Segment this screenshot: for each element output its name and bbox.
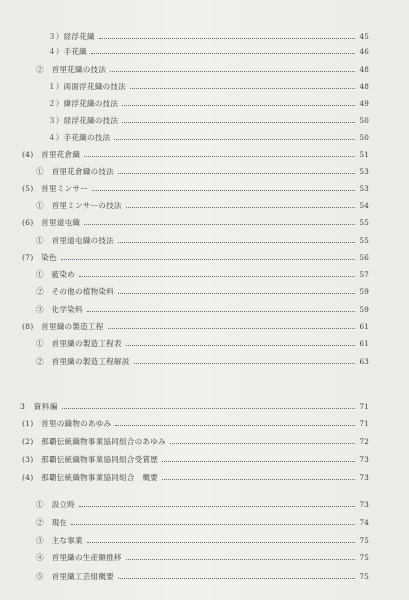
toc-entry	[48, 112, 369, 126]
toc-entry-label: ４）手花織の技法	[48, 133, 111, 142]
toc-entry	[36, 514, 369, 528]
toc-entry-page: 49	[359, 99, 369, 108]
dot-leader	[91, 53, 355, 54]
toc-entry-label: ② その他の植物染料	[36, 287, 114, 296]
dot-leader	[126, 207, 355, 208]
toc-entry-label: ３）経浮花織	[48, 32, 95, 41]
toc-entry-label: (4) 首里花倉織	[22, 150, 81, 159]
dot-leader	[84, 224, 355, 225]
dot-leader	[84, 156, 355, 157]
toc-entry-label: 3 資料編	[20, 402, 59, 411]
toc-entry-label: (7) 染色	[22, 253, 57, 262]
dot-leader	[118, 242, 355, 243]
toc-entry-label: (1) 首里の織物のあゆみ	[22, 419, 112, 428]
toc-entry	[22, 249, 369, 263]
toc-entry-page: 73	[359, 455, 369, 464]
dot-leader	[126, 345, 355, 346]
toc-entry-label: ② 首里花織の技法	[36, 65, 107, 74]
toc-entry	[22, 318, 369, 332]
toc-entry-label: ③ 主な事業	[36, 536, 83, 545]
toc-entry-page: 48	[359, 82, 369, 91]
toc-entry	[36, 266, 369, 280]
toc-entry	[36, 532, 369, 546]
dot-leader	[79, 506, 355, 507]
toc-entry-label: ③ 化学染料	[36, 305, 83, 314]
toc-entry-page: 63	[359, 357, 369, 366]
dot-leader	[114, 139, 355, 140]
toc-entry-page: 48	[359, 65, 369, 74]
toc-entry-page: 59	[359, 305, 369, 314]
dot-leader	[99, 38, 355, 39]
toc-entry-page: 53	[359, 184, 369, 193]
toc-entry-page: 75	[359, 536, 369, 545]
dot-leader	[130, 88, 355, 89]
toc-entry-page: 61	[359, 322, 369, 331]
toc-entry	[22, 451, 369, 465]
toc-entry-label: ① 首里織の製造工程表	[36, 339, 122, 348]
toc-entry-label: ② 首里織の製造工程解説	[36, 357, 130, 366]
toc-entry-page: 75	[359, 572, 369, 581]
toc-entry-label: ① 首里道屯織の技法	[36, 236, 114, 245]
toc-entry-label: (2) 那覇伝統織物事業協同組合のあゆみ	[22, 437, 166, 446]
toc-entry-label: ④ 首里織の生産額推移	[36, 553, 122, 562]
dot-leader	[126, 559, 355, 560]
dot-leader	[110, 71, 355, 72]
toc-entry-label: ⑤ 首里織工芸組概要	[36, 572, 114, 581]
toc-entry	[36, 301, 369, 315]
toc-entry	[36, 61, 369, 75]
dot-leader	[71, 524, 355, 525]
toc-entry	[22, 433, 369, 447]
dot-leader	[61, 259, 355, 260]
toc-entry-page: 75	[359, 553, 369, 562]
toc-entry-page: 54	[359, 201, 369, 210]
toc-entry-label: ① 首里花倉織の技法	[36, 167, 114, 176]
toc-entry	[36, 568, 369, 582]
toc-entry	[36, 353, 369, 367]
toc-entry	[22, 415, 369, 429]
toc-entry-page: 73	[359, 500, 369, 509]
dot-leader	[122, 105, 355, 106]
toc-entry-label: ② 現在	[36, 518, 68, 527]
toc-entry	[22, 469, 369, 483]
dot-leader	[115, 425, 355, 426]
toc-entry-page: 61	[359, 339, 369, 348]
toc-entry-page: 45	[359, 32, 369, 41]
toc-entry-page: 51	[359, 150, 369, 159]
dot-leader	[79, 276, 355, 277]
toc-entry	[48, 43, 369, 57]
toc-entry	[36, 232, 369, 246]
toc-entry-page: 55	[359, 236, 369, 245]
toc-entry	[36, 283, 369, 297]
toc-section-entry	[20, 398, 369, 412]
toc-entry-label: (3) 那覇伝統織物事業協同組合受賞歴	[22, 455, 159, 464]
toc-entry	[22, 214, 369, 228]
toc-entry-page: 57	[359, 270, 369, 279]
toc-entry-page: 50	[359, 116, 369, 125]
dot-leader	[118, 578, 355, 579]
toc-entry-label: ① 首里ミンサーの技法	[36, 201, 122, 210]
toc-entry-page: 72	[359, 437, 369, 446]
toc-entry-label: ３）経浮花織の技法	[48, 116, 119, 125]
dot-leader	[162, 461, 355, 462]
toc-entry-page: 59	[359, 287, 369, 296]
toc-entry-page: 50	[359, 133, 369, 142]
toc-entry	[36, 496, 369, 510]
toc-entry	[36, 197, 369, 211]
toc-entry	[48, 28, 369, 42]
dot-leader	[118, 173, 355, 174]
dot-leader	[118, 293, 355, 294]
toc-entry-label: ① 設立時	[36, 500, 75, 509]
toc-entry-label: １）両面浮花織の技法	[48, 82, 126, 91]
toc-entry-label: ２）緯浮花織の技法	[48, 99, 119, 108]
toc-entry-label: (5) 首里ミンサー	[22, 184, 88, 193]
toc-entry-label: (8) 首里織の製造工程	[22, 322, 104, 331]
dot-leader	[92, 190, 355, 191]
toc-entry	[22, 146, 369, 160]
toc-entry-label: ４）手花織	[48, 47, 87, 56]
dot-leader	[170, 443, 355, 444]
toc-entry	[48, 95, 369, 109]
toc-entry	[48, 78, 369, 92]
toc-entry-page: 55	[359, 218, 369, 227]
dot-leader	[62, 408, 355, 409]
toc-entry	[22, 180, 369, 194]
dot-leader	[108, 328, 356, 329]
dot-leader	[122, 122, 355, 123]
toc-entry-label: ① 藍染め	[36, 270, 75, 279]
dot-leader	[87, 542, 355, 543]
toc-entry	[36, 163, 369, 177]
toc-entry	[36, 335, 369, 349]
dot-leader	[162, 479, 355, 480]
toc-entry-page: 71	[359, 419, 369, 428]
toc-entry	[36, 549, 369, 563]
toc-entry	[48, 129, 369, 143]
toc-entry-page: 74	[359, 518, 369, 527]
toc-entry-page: 56	[359, 253, 369, 262]
dot-leader	[134, 363, 355, 364]
toc-entry-label: (6) 首里道屯織	[22, 218, 81, 227]
toc-entry-page: 53	[359, 167, 369, 176]
toc-entry-page: 73	[359, 473, 369, 482]
toc-entry-page: 71	[359, 402, 369, 411]
dot-leader	[87, 311, 355, 312]
toc-entry-page: 46	[359, 47, 369, 56]
toc-entry-label: (4) 那覇伝統織物事業協同組合 概要	[22, 473, 159, 482]
